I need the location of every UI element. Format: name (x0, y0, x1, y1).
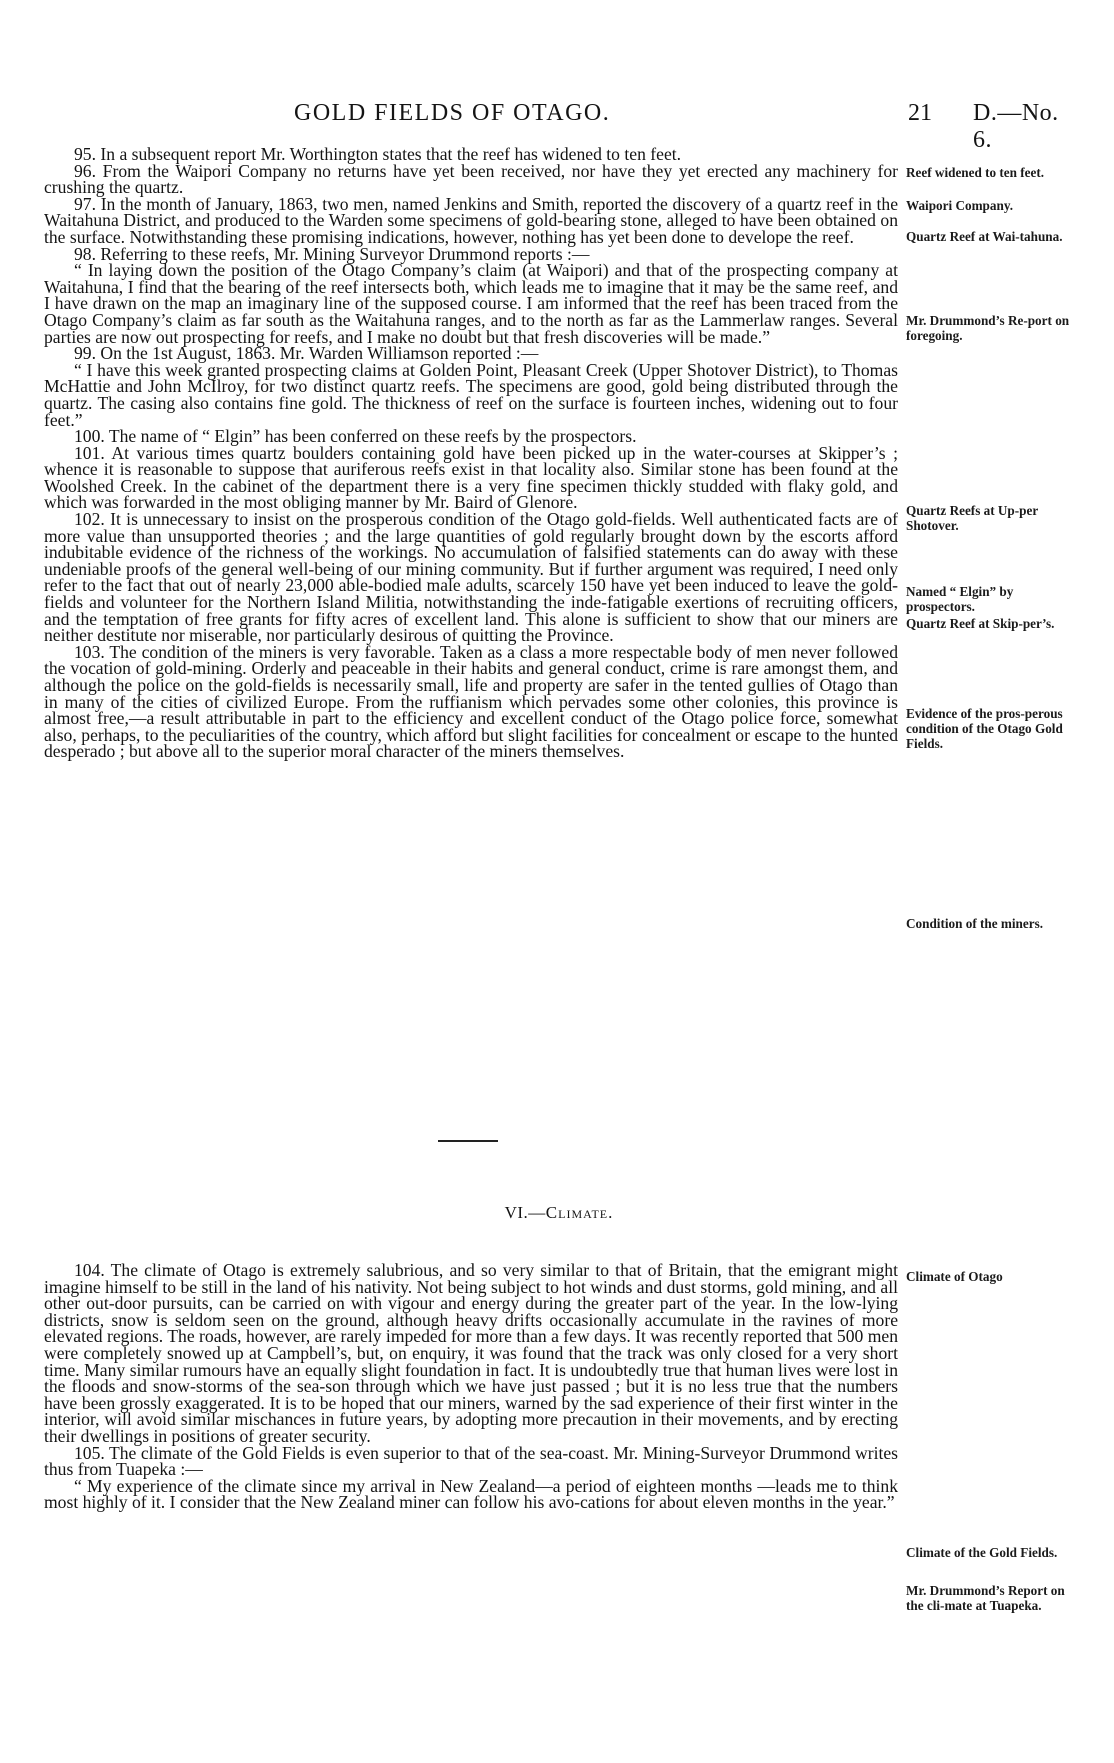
side-note-miners-condition: Condition of the miners. (906, 916, 1044, 931)
quote-drummond: “ In laying down the position of the Otago Company’s claim (at Waipori) and that of the prospecting company at Waitahuna, I find that the bearing of the reef intersects both, which leads me to imagine that it may be the same reef, and I have drawn on the map an imaginary line of the supposed course. I am informed that the reef has been traced from the Otago Company’s claim as far south as the Waitahuna ranges, and to the north as far as the Lammerlaw ranges. Several parties are now out prospecting for reefs, and I make no doubt but that fresh discoveries will be made.” (44, 260, 898, 347)
section-numeral: VI.— (504, 1203, 546, 1222)
paragraph-104: 104. The climate of Otago is extremely salubrious, and so very similar to that of Britain, that the emigrant might imagine himself to be still in the land of his nativity. Not being subject to hot winds and dust storms, gold mining, and all other out-door pursuits, can be carried on with vigour and energy during the greater part of the year. In the low-lying districts, snow is seldom seen on the ground, although heavy drifts occasionally accumulate in the ravines of more elevated regions. The roads, however, are rarely impeded for more than a few days. It was recently reported that 500 men were completely snowed up at Campbell’s, but, on enquiry, it was found that the track was only closed for a very short time. Many similar rumours have an equally slight foundation in fact. It is undoubtedly true that human lives were lost in the floods and snow-storms of the sea-son through which we have just passed ; but it is no less true that the numbers have been grossly exaggerated. It is to be hoped that our miners, warned by the sad experience of their first winter in the interior, will avoid similar mischances in future years, by adopting more precaution in their movements, and by erecting their dwellings in positions of greater security. (44, 1260, 898, 1446)
side-note-elgin: Named “ Elgin” by prospectors. (906, 584, 1014, 615)
side-note-reef-widened: Reef widened to ten feet. (906, 165, 1045, 180)
page-header (44, 100, 1074, 153)
paragraph-103: 103. The condition of the miners is very favorable. Taken as a class a more respectable body of men never followed the vocation of gold-mining. Orderly and peaceable in their habits and general conduct, crime is rare amongst them, and although the police on the gold-fields is necessarily small, life and property are safer in the tented gullies of Otago than in many of the cities of civilized Europe. From the ruffianism which pervades some other colonies, this province is almost free,—a result attributable in part to the efficiency and excellent conduct of the Otago police force, somewhat also, perhaps, to the peculiarities of the country, which afford but slight facilities for concealment or escape to the hunted desperado ; but above all to the superior moral character of the miners themselves. (44, 641, 898, 762)
document-reference: D.—No. 6. (973, 100, 1059, 153)
main-text-bottom (44, 1262, 898, 1511)
page-title: GOLD FIELDS OF OTAGO. (294, 100, 611, 126)
side-note-prosperous: Evidence of the pros-perous condition of the Otago Gold Fields. (906, 706, 1063, 752)
paragraph-101: 101. At various times quartz boulders containing gold have been picked up in the water-courses at Skipper’s ; whence it is reasonable to suppose that auriferous reefs exist in that locality also. Similar stone has been found at the Woolshed Creek. In the cabinet of the department there is a very fine specimen thickly studded with flaky gold, and which was forwarded in the most obliging manner by Mr. Baird of Glenore. (44, 442, 898, 513)
side-note-upper-shotover: Quartz Reefs at Up-per Shotover. (906, 503, 1038, 534)
side-note-tuapeka: Mr. Drummond’s Report on the cli-mate at Tuapeka. (906, 1583, 1065, 1614)
paragraph-95: 95. In a subsequent report Mr. Worthington states that the reef has widened to ten feet. (74, 144, 682, 164)
page-number: 21 (908, 100, 932, 126)
side-note-climate-otago: Climate of Otago (906, 1269, 1003, 1284)
quote-williamson: “ I have this week granted prospecting claims at Golden Point, Pleasant Creek (Upper Shotover District), to Thomas McHattie and John McIlroy, for two distinct quartz reefs. The specimens are good, gold being distributed through the quartz. The casing also contains fine gold. The thickness of reef on the surface is fourteen inches, widening out to four feet.” (44, 359, 898, 430)
paragraph-102: 102. It is unnecessary to insist on the prosperous condition of the Otago gold-fields. Well authenticated facts are of more value than unsupported theories ; and the large quantities of gold regularly brought down by the escorts afford indubitable evidence of the richness of the workings. No accumulation of falsified statements can do away with these undeniable proofs of the general well-being of our mining community. But if further argument was required, I need only refer to the fact that out of nearly 23,000 able-bodied male adults, scarcely 150 have yet been induced to leave the gold-fields and volunteer for the Northern Island Militia, notwithstanding the inde-fatigable exertions of recruiting officers, and the temptation of free grants for fifty acres of excellent land. This alone is sufficient to show that our miners are neither destitute nor miserable, nor particularly desirous of quitting the Province. (44, 509, 898, 646)
side-note-climate-goldfields: Climate of the Gold Fields. (906, 1545, 1058, 1560)
paragraph-100: 100. The name of “ Elgin” has been conferred on these reefs by the prospectors. (74, 426, 637, 447)
paragraph-96: 96. From the Waipori Company no returns have yet been received, nor have they yet erected any machinery for crushing the quartz. (44, 160, 898, 198)
section-divider (438, 1140, 498, 1142)
paragraph-99: 99. On the 1st August, 1863. Mr. Warden Williamson reported :— (74, 343, 539, 364)
section-name: Climate. (545, 1203, 614, 1222)
side-note-skippers: Quartz Reef at Skip-per’s. (906, 616, 1055, 631)
paragraph-105: 105. The climate of the Gold Fields is even superior to that of the sea-coast. Mr. Mining-Surveyor Drummond writes thus from Tuapeka :— (44, 1442, 898, 1480)
side-note-drummond-report: Mr. Drummond’s Re-port on foregoing. (906, 313, 1070, 344)
side-note-waipori: Waipori Company. (906, 198, 1013, 213)
paragraph-98: 98. Referring to these reefs, Mr. Mining Surveyor Drummond reports :— (74, 243, 590, 264)
main-text-top (44, 146, 898, 760)
side-note-waitahuna: Quartz Reef at Wai-tahuna. (906, 229, 1063, 244)
paragraph-97: 97. In the month of January, 1863, two men, named Jenkins and Smith, reported the discovery of a quartz reef in the Waitahuna District, and produced to the Warden some specimens of gold-bearing stone, alleged to have been obtained on the surface. Notwithstanding these promising indications, however, nothing has yet been done to develope the reef. (44, 193, 898, 247)
section-heading (44, 1203, 1074, 1223)
quote-tuapeka: “ My experience of the climate since my arrival in New Zealand—a period of eighteen months —leads me to think most highly of it. I consider that the New Zealand miner can follow his avo-cations for about eleven months in the year.” (44, 1475, 898, 1513)
